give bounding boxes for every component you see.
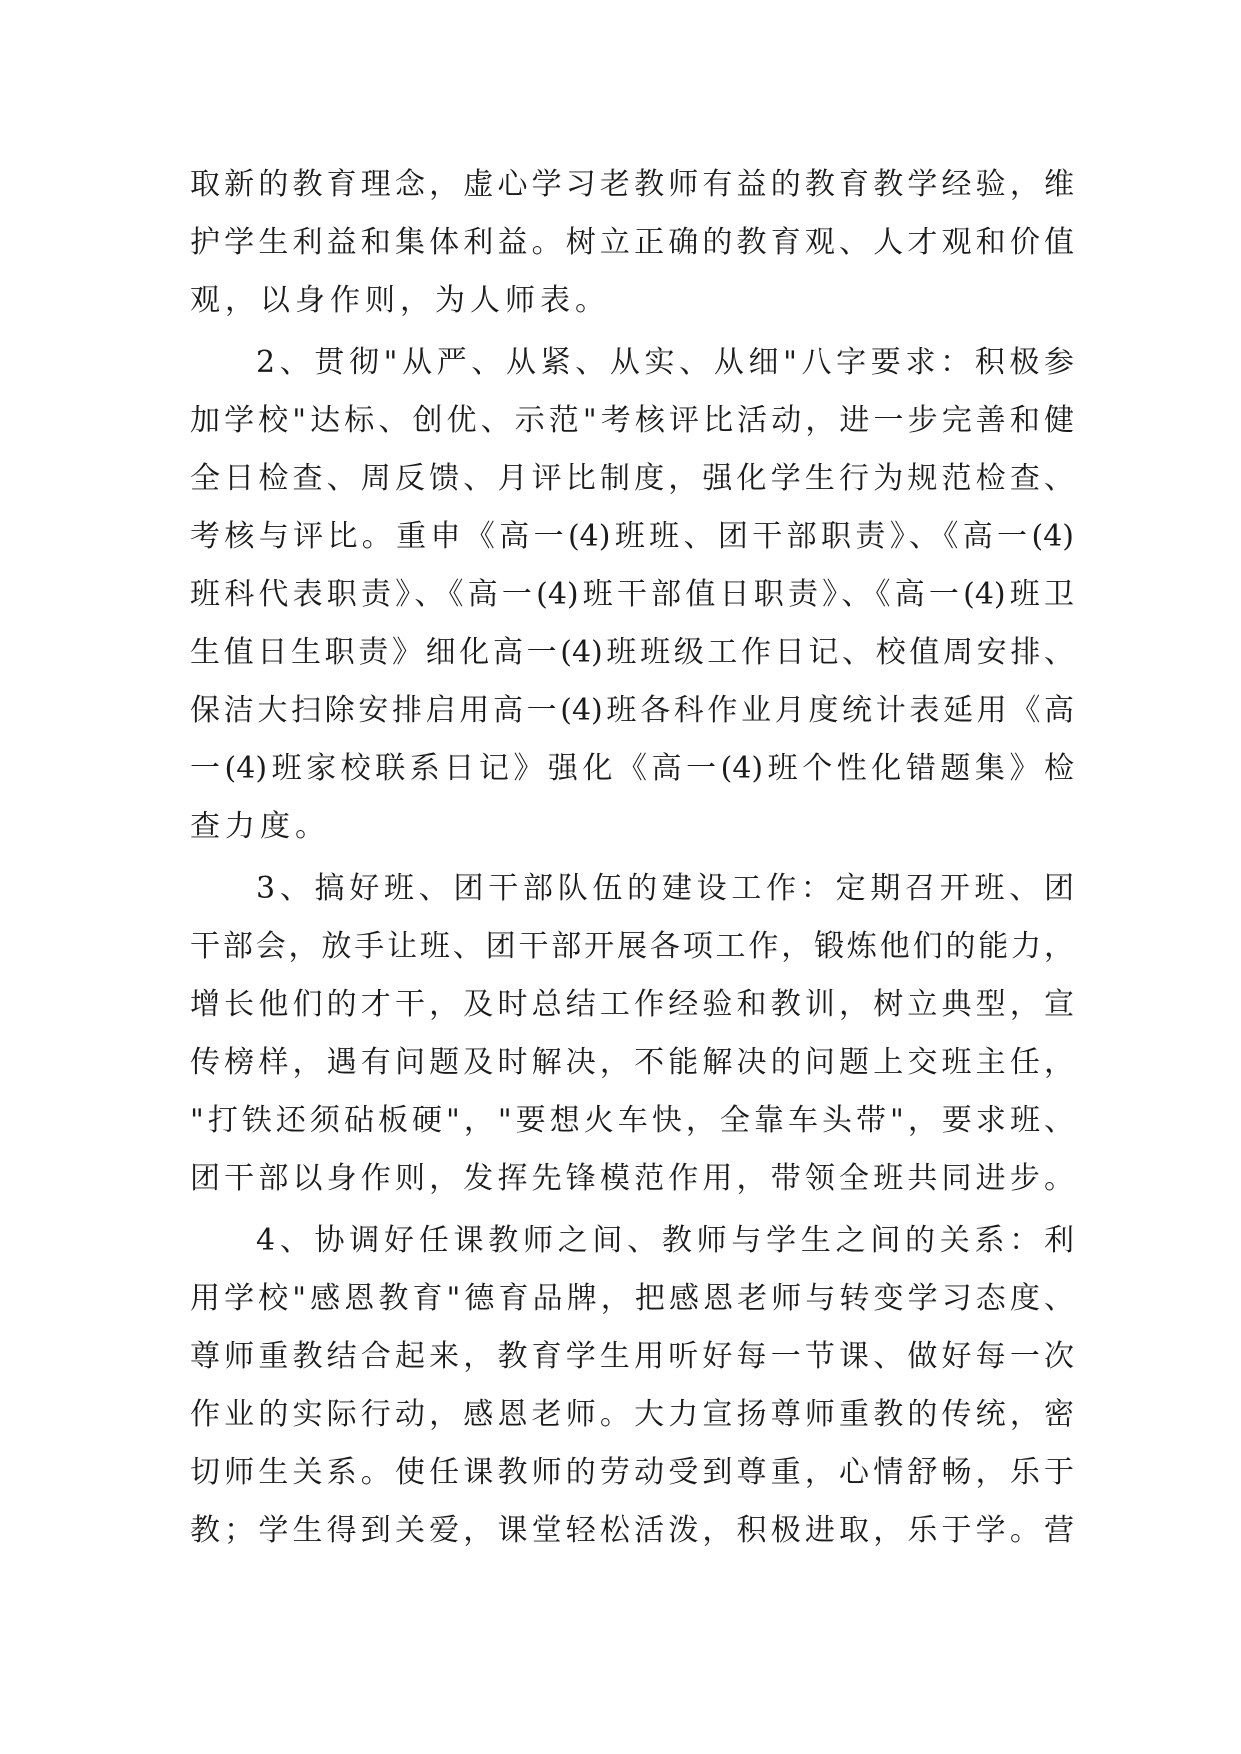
text-line: 观，以身作则，为人师表。 — [190, 283, 610, 318]
text-line: "打铁还须砧板硬"，"要想火车快，全靠车头带"，要求班、 — [190, 1103, 1074, 1138]
text-line: 3、搞好班、团干部队伍的建设工作：定期召开班、团 — [256, 871, 1074, 906]
text-line: 尊师重教结合起来，教育学生用听好每一节课、做好每一次 — [190, 1339, 1074, 1374]
text-line: 查力度。 — [190, 809, 330, 844]
text-line: 班科代表职责》、《高一(4)班干部值日职责》、《高一(4)班卫 — [190, 577, 1074, 612]
text-line: 取新的教育理念，虚心学习老教师有益的教育教学经验，维 — [190, 167, 1074, 202]
paragraph-continued — [190, 156, 1074, 330]
text-line: 护学生利益和集体利益。树立正确的教育观、人才观和价值 — [190, 225, 1074, 260]
text-line: 教；学生得到关爱，课堂轻松活泼，积极进取，乐于学。营 — [190, 1513, 1074, 1548]
text-line: 保洁大扫除安排启用高一(4)班各科作业月度统计表延用《高 — [190, 693, 1074, 728]
paragraph-item-2 — [190, 334, 1074, 856]
text-line: 加学校"达标、创优、示范"考核评比活动，进一步完善和健 — [190, 403, 1074, 438]
text-line: 生值日生职责》细化高一(4)班班级工作日记、校值周安排、 — [190, 635, 1074, 670]
text-line: 增长他们的才干，及时总结工作经验和教训，树立典型，宣 — [190, 987, 1074, 1022]
text-line: 干部会，放手让班、团干部开展各项工作，锻炼他们的能力， — [190, 929, 1074, 964]
text-line: 用学校"感恩教育"德育品牌，把感恩老师与转变学习态度、 — [190, 1281, 1074, 1316]
text-line: 切师生关系。使任课教师的劳动受到尊重，心情舒畅，乐于 — [190, 1455, 1074, 1490]
text-line: 传榜样，遇有问题及时解决，不能解决的问题上交班主任， — [190, 1045, 1074, 1080]
text-line: 一(4)班家校联系日记》强化《高一(4)班个性化错题集》检 — [190, 751, 1074, 786]
text-line: 考核与评比。重申《高一(4)班班、团干部职责》、《高一(4) — [190, 519, 1074, 554]
text-line: 2、贯彻"从严、从紧、从实、从细"八字要求：积极参 — [256, 345, 1074, 380]
text-line: 团干部以身作则，发挥先锋模范作用，带领全班共同进步。 — [190, 1161, 1074, 1196]
paragraph-item-4 — [190, 1212, 1074, 1560]
document-body — [190, 156, 1074, 1560]
text-line: 作业的实际行动，感恩老师。大力宣扬尊师重教的传统，密 — [190, 1397, 1074, 1432]
paragraph-item-3 — [190, 860, 1074, 1208]
text-line: 4、协调好任课教师之间、教师与学生之间的关系：利 — [256, 1223, 1074, 1258]
text-line: 全日检查、周反馈、月评比制度，强化学生行为规范检查、 — [190, 461, 1074, 496]
